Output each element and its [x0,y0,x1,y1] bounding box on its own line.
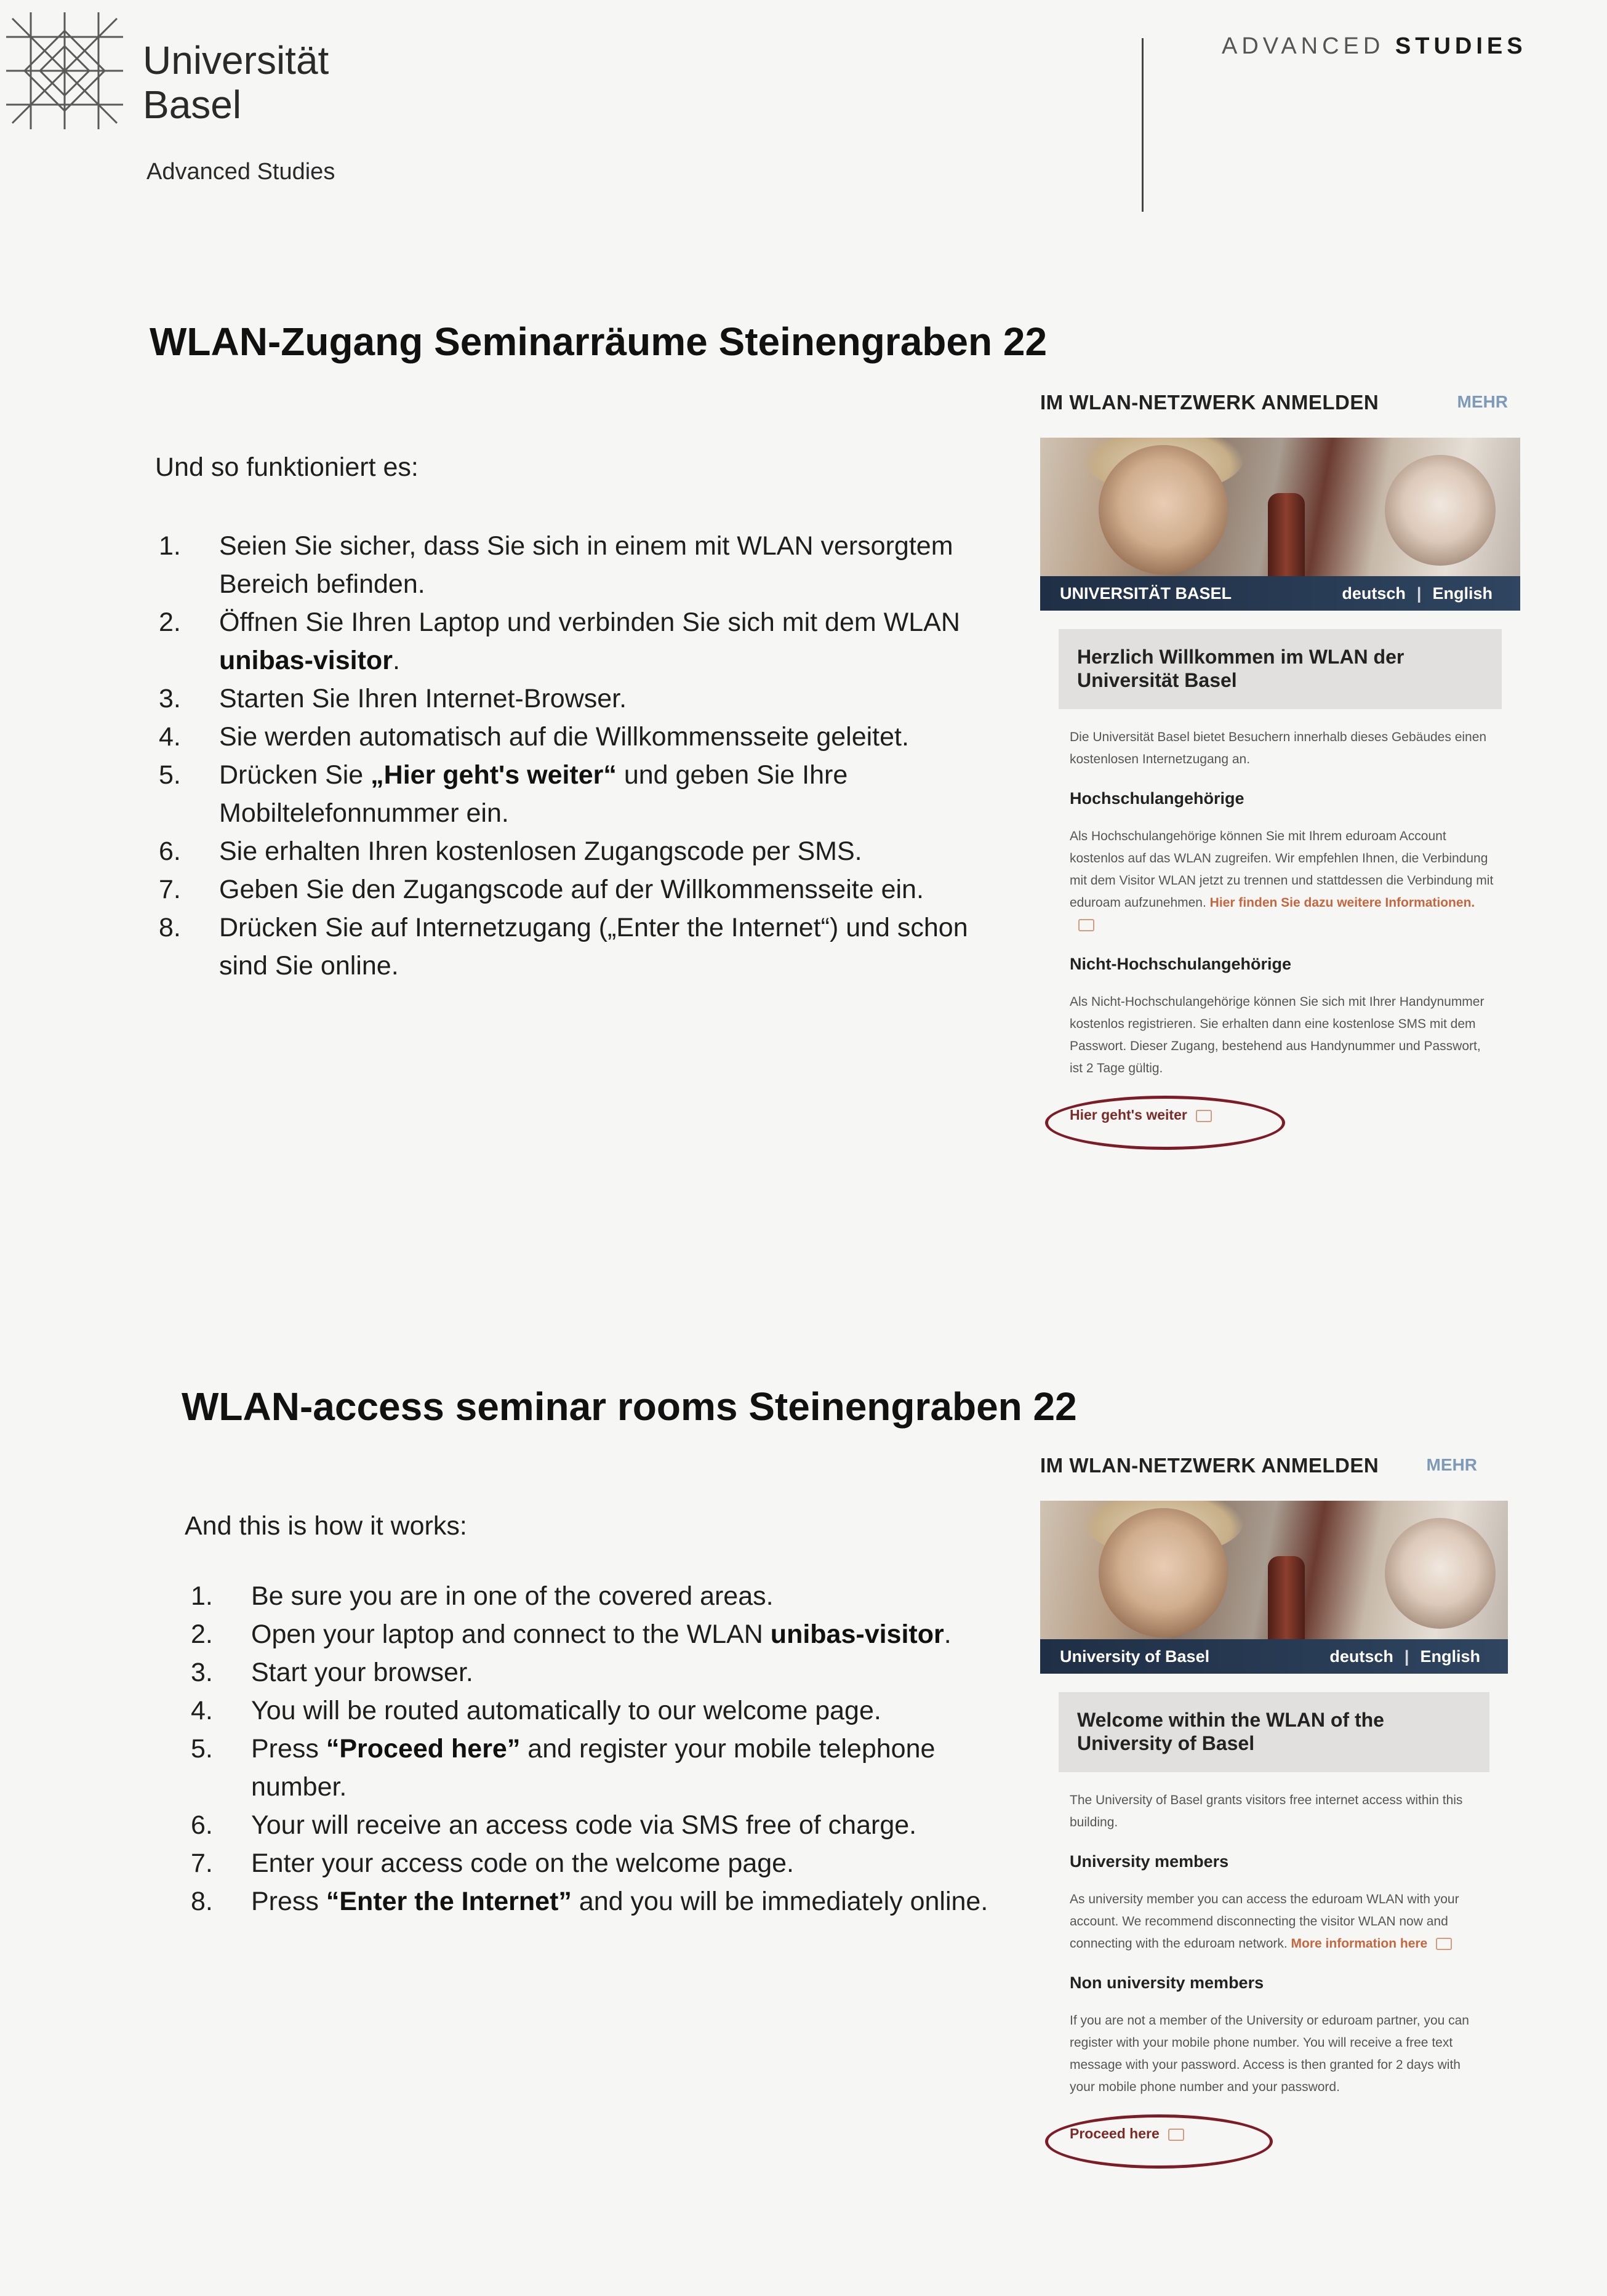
photo-person-1 [1099,445,1228,574]
portal-university-label: UNIVERSITÄT BASEL [1060,584,1232,603]
step-item-de-8: 8. Drücken Sie auf Internetzugang („Enter the Internet“) und schon sind Sie online. [159,913,968,981]
intro-en: And this is how it works: [185,1511,467,1541]
portal-welcome-heading: Welcome within the WLAN of the University of Basel [1059,1692,1489,1772]
portal-screenshot-en [1040,1448,1508,2158]
step-item-en-8: 8. Press “Enter the Internet” and you will be immediately online. [191,1887,988,1916]
header-department-part1: ADVANCED [1222,33,1385,59]
step-item-en-5: 5. Press “Proceed here” and register your mobile telephone number. [191,1734,936,1802]
portal-members-text [1070,825,1496,936]
portal-proceed-area [1070,2121,1508,2158]
lang-german-link[interactable]: deutsch [1342,584,1406,603]
lang-english-link[interactable]: English [1432,584,1493,603]
proceed-label-de: Hier geht's weiter [1070,1107,1187,1123]
step-item-de-1: 1. Seien Sie sicher, dass Sie sich in einem mit WLAN versorgtem Bereich befinden. [159,531,953,599]
portal-screenshot-de [1040,385,1520,1139]
portal-non-members-heading: Nicht-Hochschulangehörige [1070,955,1292,973]
step-item-de-7: 7. Geben Sie den Zugangscode auf der Willkommensseite ein. [159,875,924,904]
header-department-part2: STUDIES [1395,33,1527,59]
university-name [143,38,329,127]
lang-english-link[interactable]: English [1420,1647,1480,1666]
step-item-en-1: 1. Be sure you are in one of the covered areas. [191,1581,774,1611]
portal-photo [1040,438,1520,576]
step-item-en-3: 3. Start your browser. [191,1658,473,1687]
highlight-circle-de [1045,1096,1285,1150]
photo-bottle [1268,1556,1305,1639]
step-item-de-6: 6. Sie erhalten Ihren kostenlosen Zugangscode per SMS. [159,837,862,866]
step-item-en-2: 2. Open your laptop and connect to the WLAN unibas-visitor. [191,1620,952,1649]
lang-german-link[interactable]: deutsch [1329,1647,1393,1666]
portal-members-body: As university member you can access the eduroam WLAN with your account. We recommend disconnecting the visitor WLAN now and connecting with the eduroam network. [1070,1892,1459,1951]
page-title-de: WLAN-Zugang Seminarräume Steinengraben 22 [150,319,1048,364]
steps-list-en [191,1577,1009,1921]
header-divider [1142,38,1144,212]
portal-more-link[interactable]: MEHR [1457,392,1508,411]
photo-person-2 [1385,455,1496,566]
portal-nav-bar [1040,1639,1508,1674]
proceed-label-en: Proceed here [1070,2125,1160,2141]
portal-nav-bar [1040,576,1520,611]
photo-person-1 [1099,1508,1228,1637]
portal-language-switch: deutsch | English [1342,584,1493,603]
portal-university-label: University of Basel [1060,1647,1210,1666]
portal-members-heading: Hochschulangehörige [1070,789,1244,808]
external-link-icon [1436,1938,1452,1950]
portal-photo [1040,1501,1508,1639]
portal-non-members-text: If you are not a member of the University or eduroam partner, you can register with your mobile phone number. You will receive a free text message with your password. Access is then granted for 2 days with your mobile phone number and your password. [1070,2013,1469,2094]
portal-intro-text: Die Universität Basel bietet Besuchern innerhalb dieses Gebäudes einen kostenlosen Internetzugang an. [1070,730,1487,766]
portal-welcome-heading: Herzlich Willkommen im WLAN der Universität Basel [1059,629,1502,709]
step-item-en-6: 6. Your will receive an access code via SMS free of charge. [191,1810,917,1840]
portal-intro-text: The University of Basel grants visitors free internet access within this building. [1070,1793,1463,1829]
portal-header-label: IM WLAN-NETZWERK ANMELDEN [1040,391,1379,414]
page-title-en: WLAN-access seminar rooms Steinengraben 22 [182,1384,1077,1429]
step-item-en-4: 4. You will be routed automatically to our welcome page. [191,1696,881,1725]
portal-header-label: IM WLAN-NETZWERK ANMELDEN [1040,1454,1379,1477]
university-name-line2: Basel [143,82,242,127]
step-item-de-3: 3. Starten Sie Ihren Internet-Browser. [159,684,627,713]
portal-members-heading: University members [1070,1852,1229,1871]
step-item-de-2: 2. Öffnen Sie Ihren Laptop und verbinden Sie sich mit dem WLAN unibas-visitor. [159,608,960,675]
steps-list-de [159,527,1008,985]
step-item-de-5: 5. Drücken Sie „Hier geht's weiter“ und geben Sie Ihre Mobiltelefonnummer ein. [159,760,848,828]
logo-subtitle: Advanced Studies [146,159,335,185]
portal-non-members-text: Als Nicht-Hochschulangehörige können Sie sich mit Ihrer Handynummer kostenlos registrieren. Sie erhalten dann eine kostenlose SMS mit dem Passwort. Dieser Zugang, bestehend aus Handynummer und Passwort, ist 2 Tage gültig. [1070,995,1485,1075]
step-item-en-7: 7. Enter your access code on the welcome page. [191,1848,795,1878]
portal-header-en [1040,1448,1508,1488]
header-department [1222,33,1527,60]
university-name-line1: Universität [143,38,329,82]
portal-header-de [1040,385,1520,425]
portal-members-body: Als Hochschulangehörige können Sie mit Ihrem eduroam Account kostenlos auf das WLAN zugreifen. Wir empfehlen Ihnen, die Verbindung mit dem Visitor WLAN jetzt zu trennen und stattdessen die Verbindung mit eduroam aufzunehmen. [1070,829,1494,910]
portal-language-switch: deutsch | English [1329,1647,1480,1666]
portal-more-info-link[interactable]: More information here [1291,1937,1428,1951]
step-item-de-4: 4. Sie werden automatisch auf die Willkommensseite geleitet. [159,722,909,752]
photo-bottle [1268,493,1305,576]
university-logo-icon [6,12,123,129]
portal-members-text [1070,1889,1483,1955]
external-link-icon [1078,919,1094,931]
portal-non-members-heading: Non university members [1070,1973,1264,1992]
portal-more-info-link[interactable]: Hier finden Sie dazu weitere Informationen. [1209,896,1475,910]
portal-more-link[interactable]: MEHR [1426,1455,1477,1474]
portal-proceed-area [1070,1102,1520,1139]
intro-de: Und so funktioniert es: [155,452,419,482]
highlight-circle-en [1045,2114,1273,2169]
photo-person-2 [1385,1518,1496,1629]
